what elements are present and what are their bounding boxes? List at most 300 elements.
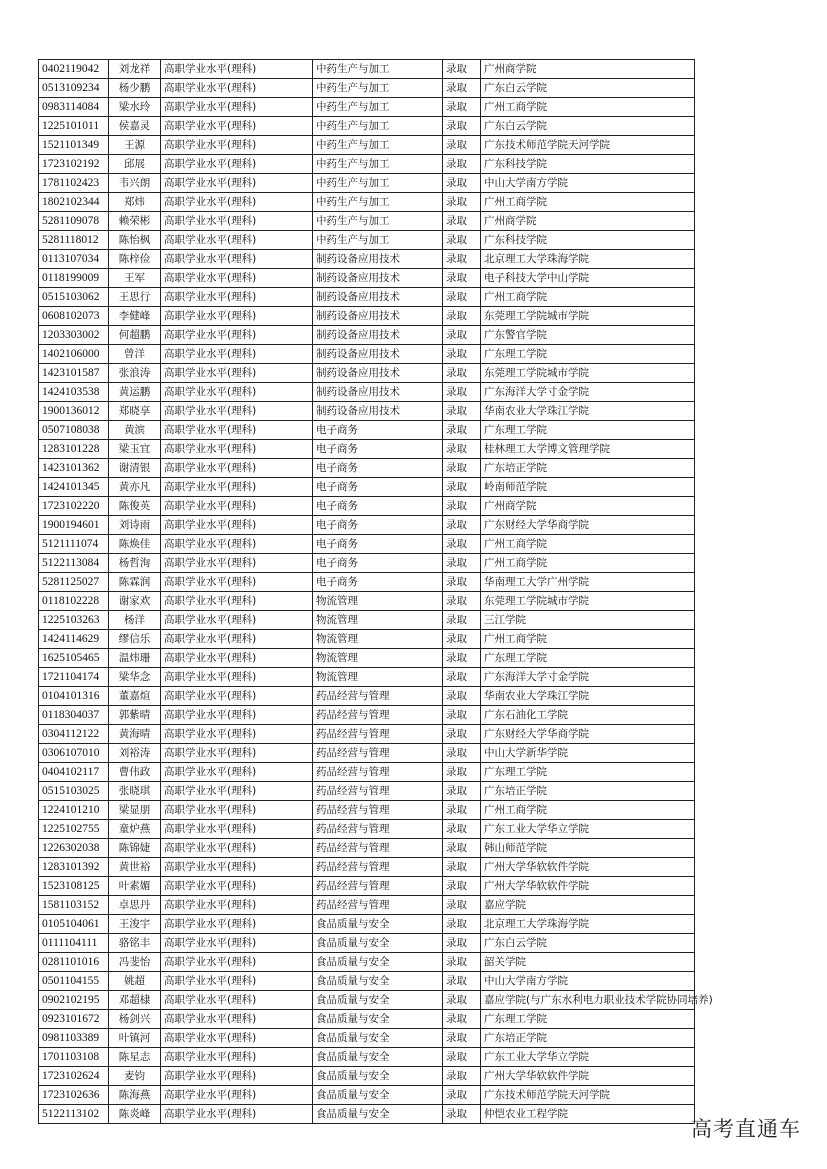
student-name-cell: 董嘉煊 (109, 687, 161, 706)
major-cell: 药品经营与管理 (313, 706, 443, 725)
exam-type-cell: 高职学业水平(理科) (161, 98, 313, 117)
status-cell: 录取 (443, 1105, 481, 1124)
exam-type-cell: 高职学业水平(理科) (161, 611, 313, 630)
exam-id-cell: 0983114084 (39, 98, 109, 117)
exam-type-cell: 高职学业水平(理科) (161, 402, 313, 421)
student-name-cell: 梁水玲 (109, 98, 161, 117)
student-name-cell: 韦兴朗 (109, 174, 161, 193)
school-cell: 广东工业大学华立学院 (481, 820, 695, 839)
exam-type-cell: 高职学业水平(理科) (161, 687, 313, 706)
school-cell: 华南农业大学珠江学院 (481, 687, 695, 706)
school-cell: 广东理工学院 (481, 421, 695, 440)
student-name-cell: 骆铭丰 (109, 934, 161, 953)
exam-type-cell: 高职学业水平(理科) (161, 155, 313, 174)
exam-id-cell: 0306107010 (39, 744, 109, 763)
major-cell: 电子商务 (313, 573, 443, 592)
status-cell: 录取 (443, 345, 481, 364)
status-cell: 录取 (443, 98, 481, 117)
school-cell: 广东白云学院 (481, 934, 695, 953)
table-row (39, 649, 695, 668)
major-cell: 药品经营与管理 (313, 725, 443, 744)
status-cell: 录取 (443, 269, 481, 288)
student-name-cell: 黄运鹏 (109, 383, 161, 402)
exam-id-cell: 0501104155 (39, 972, 109, 991)
status-cell: 录取 (443, 326, 481, 345)
status-cell: 录取 (443, 421, 481, 440)
table-row (39, 478, 695, 497)
exam-id-cell: 1723102636 (39, 1086, 109, 1105)
table-row (39, 915, 695, 934)
status-cell: 录取 (443, 725, 481, 744)
student-name-cell: 陈海燕 (109, 1086, 161, 1105)
school-cell: 广东理工学院 (481, 763, 695, 782)
school-cell: 广州大学华软软件学院 (481, 858, 695, 877)
school-cell: 广东石油化工学院 (481, 706, 695, 725)
exam-type-cell: 高职学业水平(理科) (161, 782, 313, 801)
major-cell: 中药生产与加工 (313, 231, 443, 250)
school-cell: 电子科技大学中山学院 (481, 269, 695, 288)
table-row (39, 269, 695, 288)
exam-type-cell: 高职学业水平(理科) (161, 535, 313, 554)
status-cell: 录取 (443, 155, 481, 174)
status-cell: 录取 (443, 402, 481, 421)
major-cell: 食品质量与安全 (313, 1067, 443, 1086)
exam-id-cell: 1225101011 (39, 117, 109, 136)
exam-id-cell: 1723102220 (39, 497, 109, 516)
student-name-cell: 邱展 (109, 155, 161, 174)
school-cell: 中山大学南方学院 (481, 972, 695, 991)
student-name-cell: 卓思丹 (109, 896, 161, 915)
exam-type-cell: 高职学业水平(理科) (161, 212, 313, 231)
status-cell: 录取 (443, 193, 481, 212)
school-cell: 广东工业大学华立学院 (481, 1048, 695, 1067)
exam-type-cell: 高职学业水平(理科) (161, 820, 313, 839)
school-cell: 仲恺农业工程学院 (481, 1105, 695, 1124)
status-cell: 录取 (443, 478, 481, 497)
exam-id-cell: 5122113084 (39, 554, 109, 573)
exam-id-cell: 1802102344 (39, 193, 109, 212)
student-name-cell: 黄亦凡 (109, 478, 161, 497)
major-cell: 食品质量与安全 (313, 934, 443, 953)
exam-id-cell: 0111104111 (39, 934, 109, 953)
exam-id-cell: 1203303002 (39, 326, 109, 345)
exam-id-cell: 0404102117 (39, 763, 109, 782)
student-name-cell: 曾洋 (109, 345, 161, 364)
exam-id-cell: 1721104174 (39, 668, 109, 687)
exam-type-cell: 高职学业水平(理科) (161, 991, 313, 1010)
student-name-cell: 陈星志 (109, 1048, 161, 1067)
watermark-text: 高考直通车 (691, 1117, 801, 1141)
major-cell: 中药生产与加工 (313, 212, 443, 231)
student-name-cell: 陈焕佳 (109, 535, 161, 554)
exam-type-cell: 高职学业水平(理科) (161, 1029, 313, 1048)
status-cell: 录取 (443, 516, 481, 535)
exam-type-cell: 高职学业水平(理科) (161, 136, 313, 155)
school-cell: 广州商学院 (481, 60, 695, 79)
school-cell: 广东科技学院 (481, 155, 695, 174)
exam-id-cell: 1701103108 (39, 1048, 109, 1067)
status-cell: 录取 (443, 611, 481, 630)
exam-type-cell: 高职学业水平(理科) (161, 345, 313, 364)
school-cell: 岭南师范学院 (481, 478, 695, 497)
student-name-cell: 王浚宇 (109, 915, 161, 934)
exam-type-cell: 高职学业水平(理科) (161, 915, 313, 934)
table-row (39, 459, 695, 478)
major-cell: 食品质量与安全 (313, 1105, 443, 1124)
student-name-cell: 冯斐怡 (109, 953, 161, 972)
student-name-cell: 杨少鹏 (109, 79, 161, 98)
table-row (39, 364, 695, 383)
table-row (39, 1105, 695, 1124)
exam-type-cell: 高职学业水平(理科) (161, 972, 313, 991)
school-cell: 广东理工学院 (481, 649, 695, 668)
exam-id-cell: 1900194601 (39, 516, 109, 535)
major-cell: 中药生产与加工 (313, 136, 443, 155)
school-cell: 广州工商学院 (481, 193, 695, 212)
major-cell: 药品经营与管理 (313, 687, 443, 706)
student-name-cell: 陈怡枫 (109, 231, 161, 250)
table-row (39, 402, 695, 421)
student-name-cell: 曹伟政 (109, 763, 161, 782)
table-row (39, 383, 695, 402)
major-cell: 药品经营与管理 (313, 763, 443, 782)
exam-type-cell: 高职学业水平(理科) (161, 649, 313, 668)
table-row (39, 687, 695, 706)
exam-type-cell: 高职学业水平(理科) (161, 896, 313, 915)
table-row (39, 877, 695, 896)
school-cell: 华南农业大学珠江学院 (481, 402, 695, 421)
exam-id-cell: 0923101672 (39, 1010, 109, 1029)
school-cell: 广东科技学院 (481, 231, 695, 250)
school-cell: 广东财经大学华商学院 (481, 725, 695, 744)
major-cell: 食品质量与安全 (313, 1048, 443, 1067)
table-row (39, 934, 695, 953)
exam-type-cell: 高职学业水平(理科) (161, 725, 313, 744)
student-name-cell: 缪信乐 (109, 630, 161, 649)
major-cell: 食品质量与安全 (313, 1010, 443, 1029)
status-cell: 录取 (443, 1086, 481, 1105)
exam-id-cell: 0507108038 (39, 421, 109, 440)
status-cell: 录取 (443, 801, 481, 820)
table-row (39, 972, 695, 991)
school-cell: 广东技术师范学院天河学院 (481, 1086, 695, 1105)
exam-type-cell: 高职学业水平(理科) (161, 364, 313, 383)
school-cell: 广州工商学院 (481, 288, 695, 307)
school-cell: 广东培正学院 (481, 782, 695, 801)
major-cell: 制药设备应用技术 (313, 269, 443, 288)
school-cell: 华南理工大学广州学院 (481, 573, 695, 592)
table-row (39, 801, 695, 820)
major-cell: 制药设备应用技术 (313, 383, 443, 402)
exam-type-cell: 高职学业水平(理科) (161, 326, 313, 345)
major-cell: 电子商务 (313, 497, 443, 516)
exam-id-cell: 0104101316 (39, 687, 109, 706)
exam-type-cell: 高职学业水平(理科) (161, 573, 313, 592)
status-cell: 录取 (443, 934, 481, 953)
table-row (39, 896, 695, 915)
status-cell: 录取 (443, 896, 481, 915)
exam-id-cell: 5122113102 (39, 1105, 109, 1124)
school-cell: 广州工商学院 (481, 554, 695, 573)
student-name-cell: 邓超棣 (109, 991, 161, 1010)
major-cell: 制药设备应用技术 (313, 307, 443, 326)
status-cell: 录取 (443, 174, 481, 193)
school-cell: 广东海洋大学寸金学院 (481, 383, 695, 402)
school-cell: 北京理工大学珠海学院 (481, 915, 695, 934)
exam-type-cell: 高职学业水平(理科) (161, 1010, 313, 1029)
school-cell: 中山大学南方学院 (481, 174, 695, 193)
major-cell: 电子商务 (313, 554, 443, 573)
status-cell: 录取 (443, 573, 481, 592)
student-name-cell: 麦钧 (109, 1067, 161, 1086)
major-cell: 制药设备应用技术 (313, 402, 443, 421)
school-cell: 广州商学院 (481, 497, 695, 516)
status-cell: 录取 (443, 630, 481, 649)
exam-type-cell: 高职学业水平(理科) (161, 877, 313, 896)
exam-id-cell: 5281118012 (39, 231, 109, 250)
status-cell: 录取 (443, 1010, 481, 1029)
exam-id-cell: 5121111074 (39, 535, 109, 554)
exam-type-cell: 高职学业水平(理科) (161, 763, 313, 782)
table-row (39, 725, 695, 744)
exam-id-cell: 1581103152 (39, 896, 109, 915)
table-row (39, 630, 695, 649)
school-cell: 广州大学华软软件学院 (481, 877, 695, 896)
exam-type-cell: 高职学业水平(理科) (161, 174, 313, 193)
status-cell: 录取 (443, 79, 481, 98)
table-row (39, 60, 695, 79)
exam-id-cell: 1424101345 (39, 478, 109, 497)
exam-type-cell: 高职学业水平(理科) (161, 1105, 313, 1124)
status-cell: 录取 (443, 706, 481, 725)
status-cell: 录取 (443, 497, 481, 516)
major-cell: 制药设备应用技术 (313, 250, 443, 269)
student-name-cell: 陈霖润 (109, 573, 161, 592)
exam-id-cell: 0118199009 (39, 269, 109, 288)
major-cell: 食品质量与安全 (313, 1029, 443, 1048)
exam-id-cell: 0281101016 (39, 953, 109, 972)
table-row (39, 953, 695, 972)
student-name-cell: 侯嘉灵 (109, 117, 161, 136)
status-cell: 录取 (443, 668, 481, 687)
exam-type-cell: 高职学业水平(理科) (161, 801, 313, 820)
major-cell: 物流管理 (313, 649, 443, 668)
exam-type-cell: 高职学业水平(理科) (161, 1048, 313, 1067)
status-cell: 录取 (443, 117, 481, 136)
school-cell: 广州工商学院 (481, 801, 695, 820)
status-cell: 录取 (443, 953, 481, 972)
school-cell: 广州工商学院 (481, 630, 695, 649)
table-row (39, 136, 695, 155)
student-name-cell: 杨洋 (109, 611, 161, 630)
table-row (39, 1086, 695, 1105)
status-cell: 录取 (443, 383, 481, 402)
table-row (39, 345, 695, 364)
exam-id-cell: 1225103263 (39, 611, 109, 630)
major-cell: 中药生产与加工 (313, 193, 443, 212)
table-row (39, 573, 695, 592)
exam-type-cell: 高职学业水平(理科) (161, 934, 313, 953)
status-cell: 录取 (443, 592, 481, 611)
student-name-cell: 郑炜 (109, 193, 161, 212)
major-cell: 中药生产与加工 (313, 60, 443, 79)
exam-type-cell: 高职学业水平(理科) (161, 744, 313, 763)
exam-id-cell: 0118102228 (39, 592, 109, 611)
school-cell: 北京理工大学珠海学院 (481, 250, 695, 269)
exam-id-cell: 1521101349 (39, 136, 109, 155)
exam-id-cell: 1781102423 (39, 174, 109, 193)
exam-id-cell: 1224101210 (39, 801, 109, 820)
school-cell: 广东培正学院 (481, 459, 695, 478)
status-cell: 录取 (443, 364, 481, 383)
student-name-cell: 陈锦婕 (109, 839, 161, 858)
status-cell: 录取 (443, 250, 481, 269)
school-cell: 广东理工学院 (481, 345, 695, 364)
exam-type-cell: 高职学业水平(理科) (161, 79, 313, 98)
school-cell: 广东海洋大学寸金学院 (481, 668, 695, 687)
table-row (39, 744, 695, 763)
table-row (39, 212, 695, 231)
exam-type-cell: 高职学业水平(理科) (161, 269, 313, 288)
exam-type-cell: 高职学业水平(理科) (161, 706, 313, 725)
status-cell: 录取 (443, 687, 481, 706)
status-cell: 录取 (443, 1048, 481, 1067)
student-name-cell: 王源 (109, 136, 161, 155)
major-cell: 制药设备应用技术 (313, 364, 443, 383)
exam-id-cell: 5281125027 (39, 573, 109, 592)
student-name-cell: 黄世裕 (109, 858, 161, 877)
school-cell: 广东培正学院 (481, 1029, 695, 1048)
status-cell: 录取 (443, 820, 481, 839)
student-name-cell: 叶素媚 (109, 877, 161, 896)
table-row (39, 763, 695, 782)
school-cell: 韩山师范学院 (481, 839, 695, 858)
exam-id-cell: 1625105465 (39, 649, 109, 668)
exam-id-cell: 0304112122 (39, 725, 109, 744)
major-cell: 电子商务 (313, 440, 443, 459)
student-name-cell: 姚超 (109, 972, 161, 991)
exam-type-cell: 高职学业水平(理科) (161, 630, 313, 649)
table-row (39, 1067, 695, 1086)
major-cell: 药品经营与管理 (313, 801, 443, 820)
table-row (39, 440, 695, 459)
exam-id-cell: 1225102755 (39, 820, 109, 839)
table-row (39, 592, 695, 611)
school-cell: 广东理工学院 (481, 1010, 695, 1029)
student-name-cell: 郑晓享 (109, 402, 161, 421)
major-cell: 制药设备应用技术 (313, 326, 443, 345)
admission-table (38, 59, 713, 1124)
table-row (39, 1010, 695, 1029)
table-row (39, 421, 695, 440)
table-row (39, 516, 695, 535)
major-cell: 食品质量与安全 (313, 915, 443, 934)
school-cell: 广州大学华软软件学院 (481, 1067, 695, 1086)
status-cell: 录取 (443, 972, 481, 991)
status-cell: 录取 (443, 231, 481, 250)
exam-type-cell: 高职学业水平(理科) (161, 421, 313, 440)
status-cell: 录取 (443, 60, 481, 79)
status-cell: 录取 (443, 877, 481, 896)
student-name-cell: 杨剑兴 (109, 1010, 161, 1029)
status-cell: 录取 (443, 1029, 481, 1048)
table-row (39, 117, 695, 136)
major-cell: 电子商务 (313, 516, 443, 535)
table-row (39, 497, 695, 516)
table-row (39, 991, 695, 1010)
table-row (39, 174, 695, 193)
student-name-cell: 陈俊英 (109, 497, 161, 516)
school-cell: 三江学院 (481, 611, 695, 630)
major-cell: 药品经营与管理 (313, 858, 443, 877)
exam-id-cell: 0105104061 (39, 915, 109, 934)
school-cell: 广州工商学院 (481, 98, 695, 117)
exam-type-cell: 高职学业水平(理科) (161, 668, 313, 687)
exam-type-cell: 高职学业水平(理科) (161, 554, 313, 573)
student-name-cell: 梁显朋 (109, 801, 161, 820)
student-name-cell: 陈梓俭 (109, 250, 161, 269)
student-name-cell: 黄海晴 (109, 725, 161, 744)
table-row (39, 820, 695, 839)
exam-type-cell: 高职学业水平(理科) (161, 307, 313, 326)
major-cell: 中药生产与加工 (313, 174, 443, 193)
exam-id-cell: 0118304037 (39, 706, 109, 725)
exam-type-cell: 高职学业水平(理科) (161, 459, 313, 478)
table-row (39, 706, 695, 725)
school-cell: 广东财经大学华商学院 (481, 516, 695, 535)
major-cell: 物流管理 (313, 630, 443, 649)
exam-id-cell: 1523108125 (39, 877, 109, 896)
school-cell: 广东技术师范学院天河学院 (481, 136, 695, 155)
status-cell: 录取 (443, 839, 481, 858)
major-cell: 食品质量与安全 (313, 991, 443, 1010)
exam-id-cell: 1723102624 (39, 1067, 109, 1086)
student-name-cell: 黄滨 (109, 421, 161, 440)
major-cell: 制药设备应用技术 (313, 345, 443, 364)
school-cell: 东莞理工学院城市学院 (481, 592, 695, 611)
exam-id-cell: 1424114629 (39, 630, 109, 649)
school-cell: 中山大学新华学院 (481, 744, 695, 763)
school-cell: 东莞理工学院城市学院 (481, 307, 695, 326)
exam-type-cell: 高职学业水平(理科) (161, 1067, 313, 1086)
major-cell: 中药生产与加工 (313, 117, 443, 136)
school-cell: 嘉应学院 (481, 896, 695, 915)
exam-type-cell: 高职学业水平(理科) (161, 383, 313, 402)
exam-type-cell: 高职学业水平(理科) (161, 231, 313, 250)
table-row (39, 858, 695, 877)
major-cell: 药品经营与管理 (313, 877, 443, 896)
exam-id-cell: 0608102073 (39, 307, 109, 326)
status-cell: 录取 (443, 763, 481, 782)
exam-type-cell: 高职学业水平(理科) (161, 592, 313, 611)
major-cell: 中药生产与加工 (313, 98, 443, 117)
status-cell: 录取 (443, 459, 481, 478)
student-name-cell: 叶镇河 (109, 1029, 161, 1048)
exam-id-cell: 0515103025 (39, 782, 109, 801)
major-cell: 物流管理 (313, 668, 443, 687)
table-row (39, 288, 695, 307)
school-cell: 广州商学院 (481, 212, 695, 231)
status-cell: 录取 (443, 858, 481, 877)
admission-table-body (39, 60, 713, 1124)
exam-id-cell: 1423101362 (39, 459, 109, 478)
exam-id-cell: 1226302038 (39, 839, 109, 858)
status-cell: 录取 (443, 535, 481, 554)
major-cell: 电子商务 (313, 421, 443, 440)
exam-type-cell: 高职学业水平(理科) (161, 478, 313, 497)
status-cell: 录取 (443, 1067, 481, 1086)
student-name-cell: 王思行 (109, 288, 161, 307)
